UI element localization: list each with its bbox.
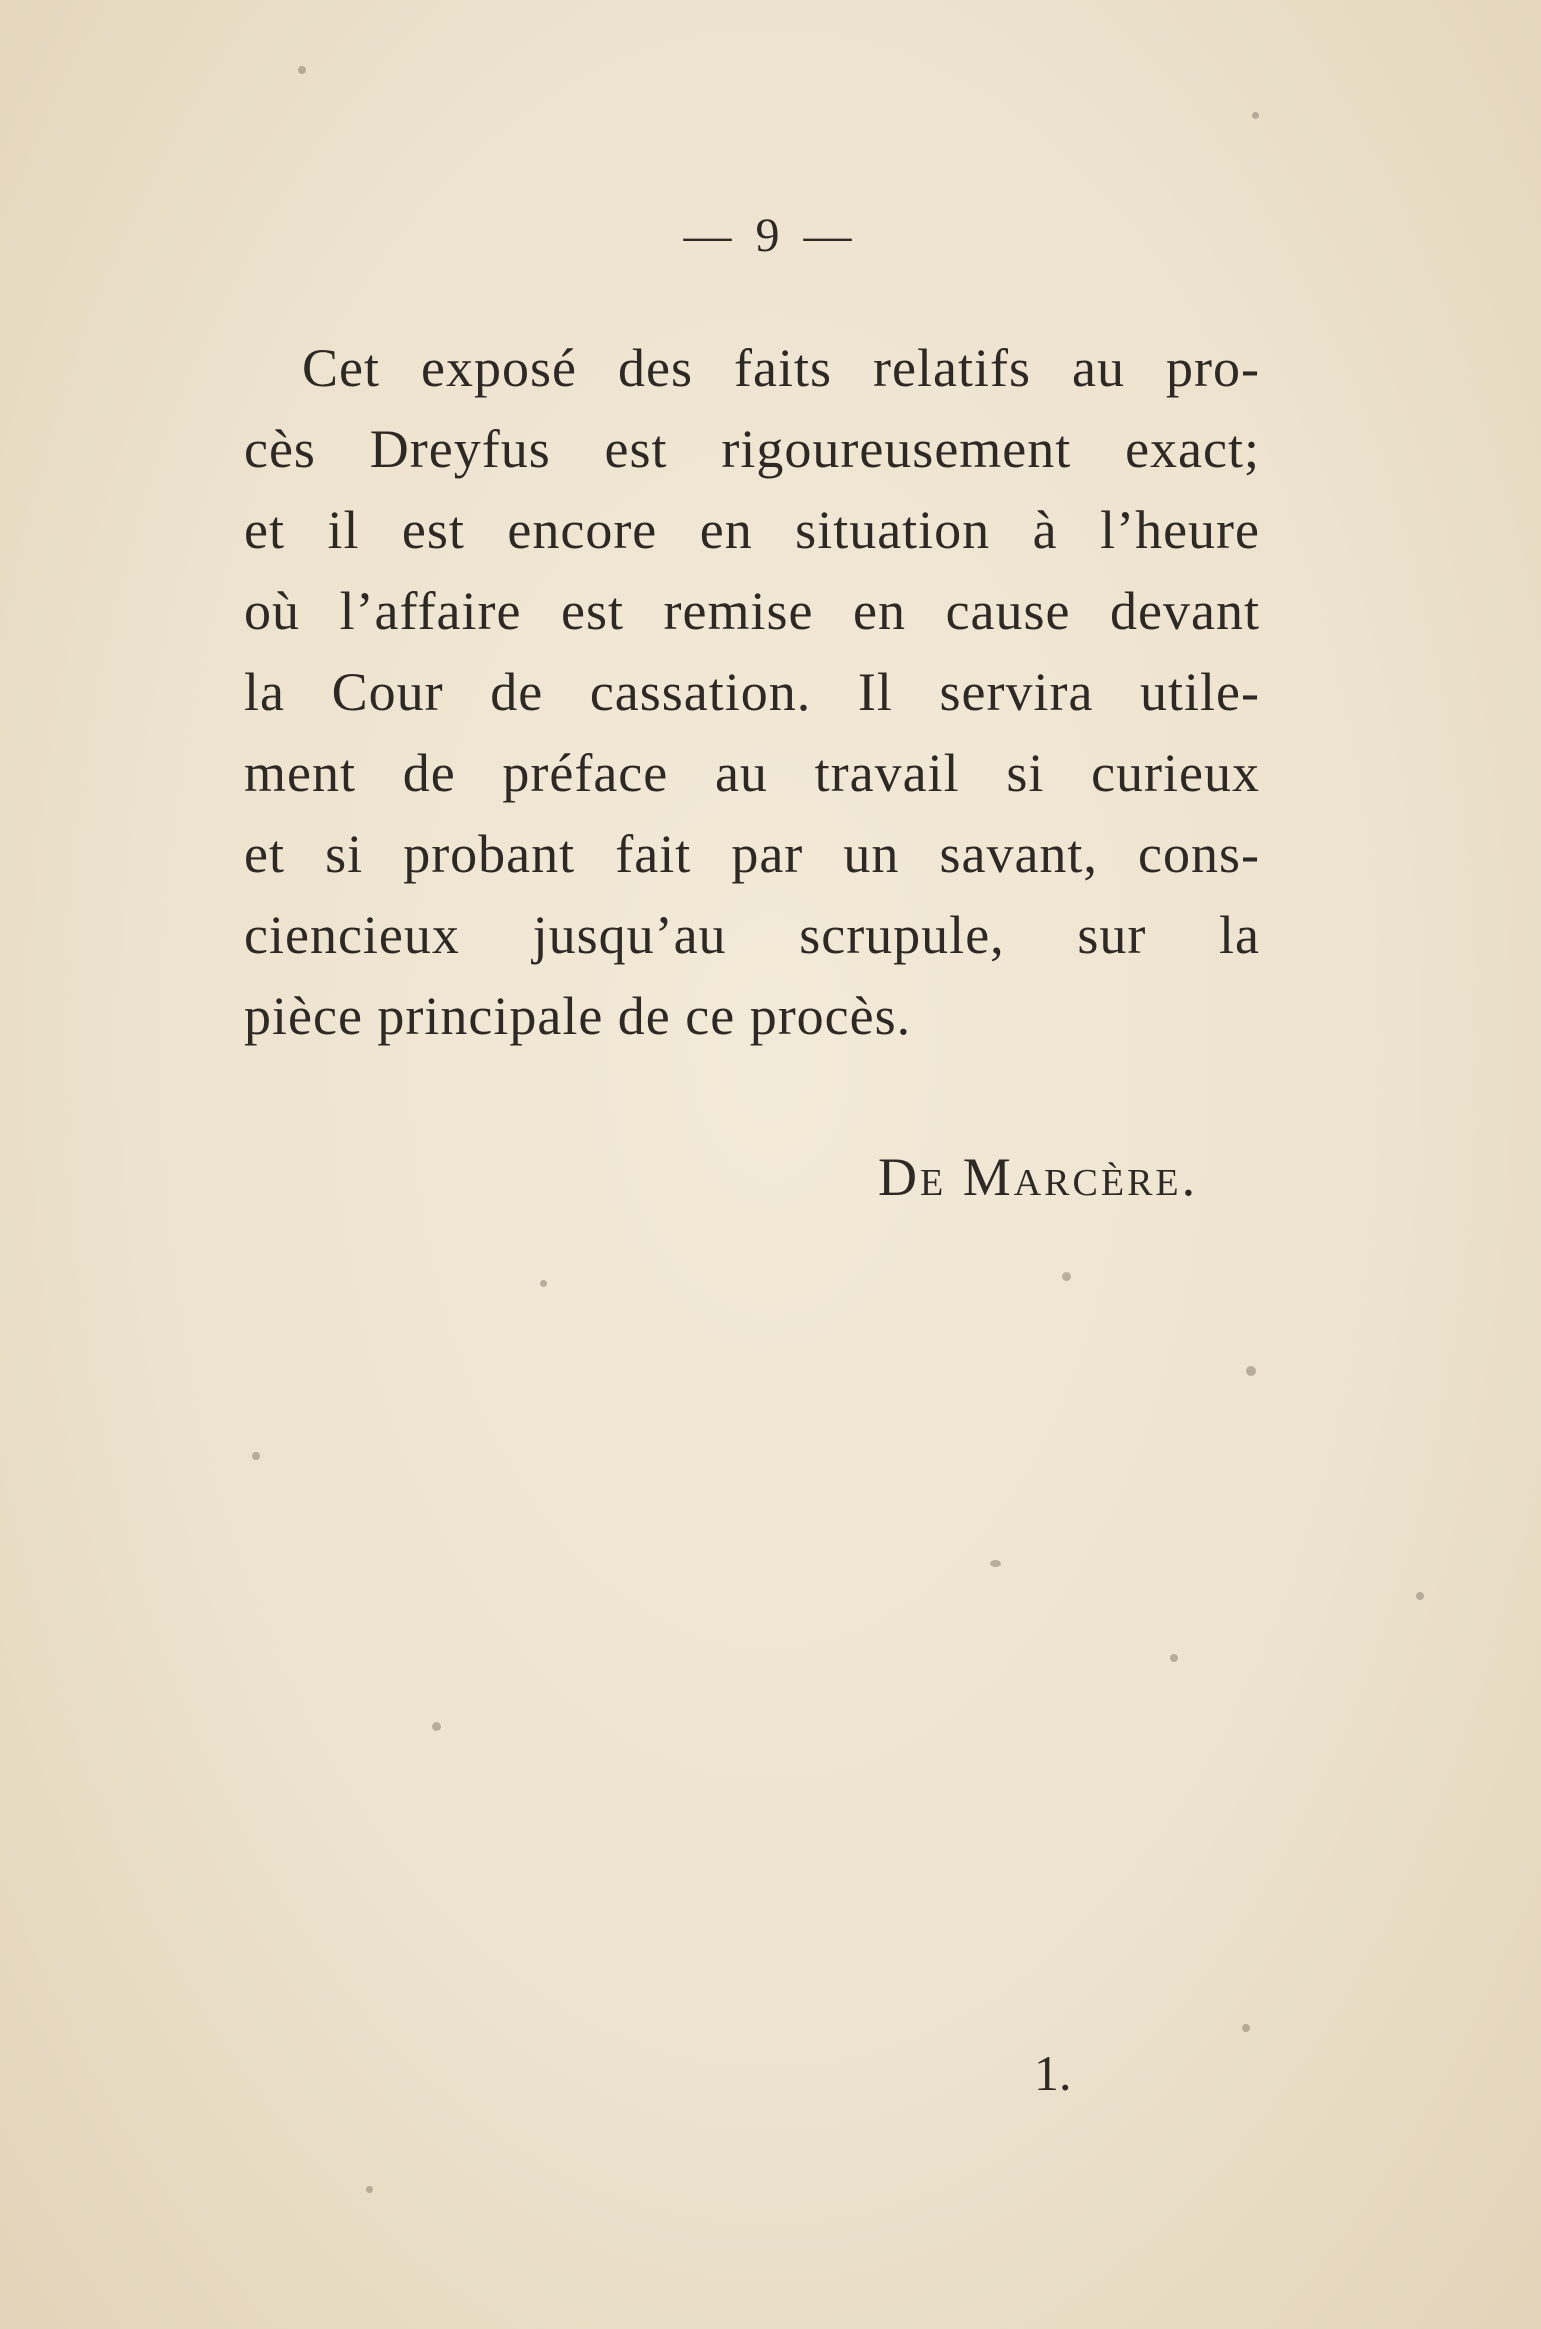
paragraph-line: où l’affaire est remise en cause devant xyxy=(244,581,1260,641)
paragraph-line: ment de préface au travail si curieux xyxy=(244,743,1260,803)
paper-speck xyxy=(298,66,306,74)
paragraph xyxy=(244,328,1260,1057)
paper-speck xyxy=(540,1280,547,1287)
paragraph-line: et si probant fait par un savant, cons- xyxy=(244,824,1260,884)
paragraph-line: cès Dreyfus est rigoureusement exact; xyxy=(244,419,1260,479)
paragraph-line: ciencieux jusqu’au scrupule, sur la xyxy=(244,905,1260,965)
paper-speck xyxy=(990,1560,1001,1567)
paper-speck xyxy=(1242,2024,1250,2032)
paragraph-line: la Cour de cassation. Il servira utile- xyxy=(244,662,1260,722)
paper-speck xyxy=(1252,112,1259,119)
paper-speck xyxy=(1246,1366,1256,1376)
paper-speck xyxy=(366,2186,373,2193)
paragraph-line: et il est encore en situation à l’heure xyxy=(244,500,1260,560)
page-number: — 9 — xyxy=(683,209,858,262)
author-signature: De Marcère. xyxy=(878,1147,1199,1207)
paragraph-line: Cet exposé des faits relatifs au pro- xyxy=(302,338,1260,398)
paper-speck xyxy=(1062,1272,1071,1281)
paper-speck xyxy=(432,1722,441,1731)
paper-speck xyxy=(1416,1592,1424,1600)
paragraph-line: pièce principale de ce procès. xyxy=(244,986,912,1046)
paper-speck xyxy=(252,1452,260,1460)
signature-mark: 1. xyxy=(1034,2045,1072,2101)
paper-speck xyxy=(1170,1654,1178,1662)
